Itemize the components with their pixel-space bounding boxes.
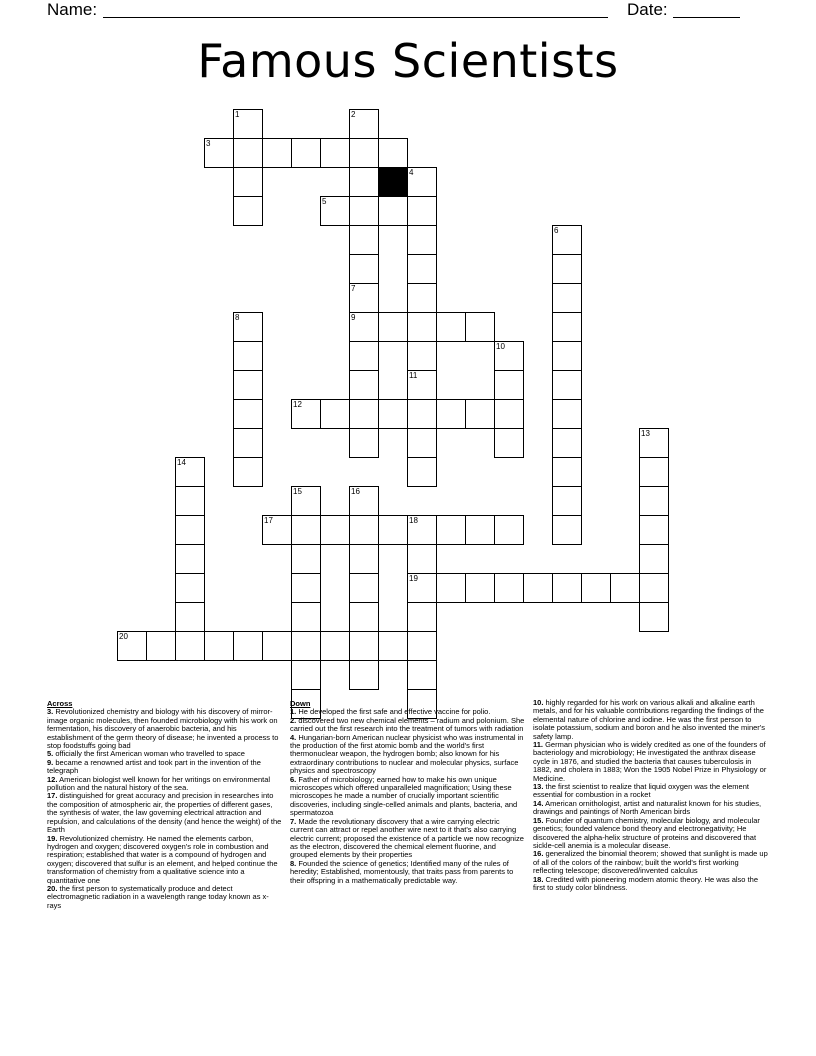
grid-cell[interactable]	[320, 138, 350, 168]
clue-down-4	[290, 818, 525, 860]
grid-cell[interactable]	[407, 660, 437, 690]
grid-cell[interactable]	[233, 167, 263, 197]
clue-number: 15.	[533, 815, 544, 825]
grid-cell[interactable]	[639, 486, 669, 516]
grid-cell[interactable]	[349, 631, 379, 661]
grid-cell[interactable]	[378, 399, 408, 429]
clue-number-label: 18	[409, 516, 418, 525]
clue-number: 11.	[533, 740, 544, 750]
grid-cell[interactable]	[610, 573, 640, 603]
grid-cell[interactable]	[552, 399, 582, 429]
down-heading: Down	[290, 699, 311, 708]
grid-cell[interactable]	[349, 399, 379, 429]
grid-cell[interactable]	[378, 138, 408, 168]
grid-cell[interactable]	[291, 602, 321, 632]
clue-down-9	[533, 800, 768, 817]
grid-cell[interactable]	[233, 631, 263, 661]
grid-cell[interactable]	[204, 138, 234, 168]
grid-cell[interactable]	[407, 225, 437, 255]
grid-cell[interactable]	[175, 544, 205, 574]
clue-number: 9.	[47, 757, 54, 767]
grid-cell[interactable]	[175, 631, 205, 661]
clue-number-label: 12	[293, 400, 302, 409]
grid-cell[interactable]	[378, 312, 408, 342]
grid-cell[interactable]	[320, 631, 350, 661]
clue-number-label: 5	[322, 197, 327, 206]
clue-number-label: 1	[235, 110, 240, 119]
grid-cell[interactable]	[349, 515, 379, 545]
clue-number: 12.	[47, 774, 58, 784]
clue-number: 2.	[290, 715, 297, 725]
grid-cell[interactable]	[639, 544, 669, 574]
clue-down-5	[290, 860, 525, 885]
grid-cell[interactable]	[407, 370, 437, 400]
grid-cell[interactable]	[233, 341, 263, 371]
grid-cell[interactable]	[407, 428, 437, 458]
grid-cell[interactable]	[639, 573, 669, 603]
clue-across-3	[47, 776, 282, 793]
grid-cell[interactable]	[407, 196, 437, 226]
clue-text: the first person to systematically produce and detect electromagnetic radiation in a wavelength range today known as x-rays	[47, 883, 269, 910]
clue-down-1	[290, 717, 525, 734]
grid-cell[interactable]	[552, 341, 582, 371]
grid-cell[interactable]	[233, 370, 263, 400]
clue-down-6	[533, 699, 768, 741]
clue-across-4	[47, 792, 282, 834]
grid-cell[interactable]	[407, 457, 437, 487]
grid-cell[interactable]	[639, 457, 669, 487]
clue-text: American biologist well known for her writings on environmental pollution and the natural history of the sea.	[47, 774, 271, 793]
grid-cell[interactable]	[291, 515, 321, 545]
clue-text: officially the first American woman who travelled to space	[53, 749, 245, 759]
clue-number-label: 15	[293, 487, 302, 496]
grid-cell[interactable]	[349, 486, 379, 516]
grid-cell[interactable]	[552, 283, 582, 313]
clue-down-10	[533, 817, 768, 851]
grid-cell[interactable]	[233, 196, 263, 226]
grid-cell[interactable]	[233, 138, 263, 168]
grid-cell[interactable]	[552, 254, 582, 284]
clue-text: Founder of quantum chemistry, molecular biology, and molecular genetics; founded valence bond theory and electronegativity; He discovered the alpha-helix structure of proteins and discovered that sickle-cell anemia is a molecular disease.	[533, 815, 760, 850]
clue-number-label: 2	[351, 110, 356, 119]
grid-cell[interactable]	[378, 515, 408, 545]
grid-cell[interactable]	[349, 544, 379, 574]
down-clues	[290, 700, 525, 885]
grid-cell[interactable]	[407, 573, 437, 603]
clue-number-label: 9	[351, 313, 356, 322]
clue-number: 19.	[47, 833, 58, 843]
grid-cell[interactable]	[465, 573, 495, 603]
clue-number-label: 7	[351, 284, 356, 293]
clue-number: 18.	[533, 874, 544, 884]
grid-cell[interactable]	[262, 138, 292, 168]
clue-text: Founded the science of genetics; Identified many of the rules of heredity; Established, momentously, that traits pass from parents to their offspring in a mathematically predictable way.	[290, 858, 514, 885]
clue-across-0	[47, 708, 282, 750]
grid-cell[interactable]	[552, 428, 582, 458]
grid-cell[interactable]	[581, 573, 611, 603]
grid-cell[interactable]	[349, 660, 379, 690]
grid-cell[interactable]	[436, 399, 466, 429]
grid-cell[interactable]	[436, 312, 466, 342]
grid-cell[interactable]	[349, 573, 379, 603]
grid-cell[interactable]	[175, 486, 205, 516]
clue-number-label: 10	[496, 342, 505, 351]
grid-cell[interactable]	[291, 486, 321, 516]
clue-text: became a renowned artist and took part in the invention of the telegraph	[47, 757, 261, 776]
clue-text: Made the revolutionary discovery that a wire carrying electric current can attract or repel another wire next to it that's also carrying electric current; proposed the existence of a particle we now recognize as the electron, discovered the chemical element fluorine, and grouped elements by their properties	[290, 816, 524, 860]
grid-cell[interactable]	[262, 515, 292, 545]
grid-cell[interactable]	[349, 283, 379, 313]
grid-cell[interactable]	[320, 515, 350, 545]
grid-cell[interactable]	[349, 370, 379, 400]
clue-number-label: 16	[351, 487, 360, 496]
clue-number: 14.	[533, 798, 544, 808]
clue-number-label: 20	[119, 632, 128, 641]
clue-number: 4.	[290, 732, 297, 742]
grid-cell[interactable]	[494, 341, 524, 371]
grid-cell[interactable]	[552, 486, 582, 516]
grid-cell[interactable]	[523, 573, 553, 603]
clue-down-8	[533, 783, 768, 800]
clue-number-label: 6	[554, 226, 559, 235]
grid-cell[interactable]	[291, 631, 321, 661]
name-label: Name:	[47, 0, 98, 19]
clue-down-2	[290, 734, 525, 776]
clue-number: 17.	[47, 791, 58, 801]
grid-cell[interactable]	[291, 544, 321, 574]
grid-cell[interactable]	[175, 515, 205, 545]
grid-cell[interactable]	[639, 428, 669, 458]
grid-cell[interactable]	[146, 631, 176, 661]
clue-number: 13.	[533, 782, 544, 792]
clue-number-label: 4	[409, 168, 414, 177]
clue-number-label: 14	[177, 458, 186, 467]
grid-cell[interactable]	[262, 631, 292, 661]
clue-number-label: 17	[264, 516, 273, 525]
clue-text: generalized the binomial theorem; showed that sunlight is made up of all of the colors of the rainbow; built the world's first working reflecting telescope; discovered/invented calculus	[533, 849, 768, 876]
grid-cell[interactable]	[291, 138, 321, 168]
grid-cell[interactable]	[175, 457, 205, 487]
grid-cell[interactable]	[349, 428, 379, 458]
grid-cell[interactable]	[349, 196, 379, 226]
clue-text: Credited with pioneering modern atomic theory. He was also the first to study color blindness.	[533, 874, 758, 892]
grid-cell[interactable]	[552, 370, 582, 400]
grid-cell[interactable]	[407, 341, 437, 371]
grid-cell[interactable]	[204, 631, 234, 661]
grid-cell[interactable]	[552, 573, 582, 603]
clue-down-12	[533, 876, 768, 893]
grid-cell[interactable]	[349, 312, 379, 342]
grid-cell[interactable]	[233, 457, 263, 487]
grid-cell[interactable]	[552, 457, 582, 487]
clue-number: 10.	[533, 698, 544, 707]
grid-cell[interactable]	[175, 602, 205, 632]
clue-text: highly regarded for his work on various alkali and alkaline earth metals, and for his valuable contributions regarding the findings of the elemental nature of chlorine and iodine. He was the first person to isolate potassium, sodium and boron and he also invented the miner's safety lamp.	[533, 698, 765, 741]
clue-down-7	[533, 741, 768, 783]
clue-text: the first scientist to realize that liquid oxygen was the element essential for combustion in a rocket	[533, 782, 749, 800]
grid-cell[interactable]	[407, 283, 437, 313]
grid-cell[interactable]	[407, 515, 437, 545]
clue-number-label: 19	[409, 574, 418, 583]
clue-number: 7.	[290, 816, 297, 826]
grid-cell[interactable]	[407, 167, 437, 197]
grid-cell[interactable]	[233, 428, 263, 458]
clue-across-5	[47, 835, 282, 885]
grid-cell[interactable]	[407, 544, 437, 574]
grid-cell[interactable]	[233, 399, 263, 429]
clue-number: 20.	[47, 883, 58, 893]
grid-cell[interactable]	[349, 138, 379, 168]
grid-cell[interactable]	[378, 196, 408, 226]
grid-cell[interactable]	[494, 399, 524, 429]
grid-cell[interactable]	[291, 660, 321, 690]
clue-number-label: 11	[409, 371, 418, 380]
grid-cell[interactable]	[407, 631, 437, 661]
clue-number: 8.	[290, 858, 297, 868]
grid-cell[interactable]	[494, 428, 524, 458]
grid-cell[interactable]	[349, 167, 379, 197]
grid-cell[interactable]	[233, 109, 263, 139]
clue-text: discovered two new chemical elements – radium and polonium. She carried out the first research into the treatment of tumors with radiation	[290, 715, 525, 734]
across-heading: Across	[47, 699, 73, 708]
grid-cell[interactable]	[407, 254, 437, 284]
clue-text: German physician who is widely credited as one of the founders of bacteriology and microbiology; He investigated the anthrax disease cycle in 1876, and studied the bacteria that causes tuberculosis in 1882, and cholera in 1883; Won the 1905 Nobel Prize in Physiology or Medicine.	[533, 740, 767, 783]
grid-cell[interactable]	[465, 399, 495, 429]
clue-across-6	[47, 885, 282, 910]
clue-number: 3.	[47, 707, 54, 717]
grid-cell[interactable]	[494, 573, 524, 603]
grid-cell[interactable]	[378, 631, 408, 661]
clue-text: Revolutionized chemistry and biology with his discovery of mirror-image organic molecules, then founded microbiology with his work on fermentation, his discovery of anaerobic bacteria, and his establishment of the germ theory of disease; he invented a process to stop foodstuffs going bad	[47, 707, 279, 751]
grid-cell[interactable]	[407, 312, 437, 342]
grid-cell[interactable]	[407, 602, 437, 632]
grid-cell[interactable]	[175, 573, 205, 603]
date-label: Date:	[627, 0, 668, 19]
clue-text: Revolutionized chemistry. He named the elements carbon, hydrogen and oxygen; discovered oxygen's role in combustion and respiration; established that water is a compound of hydrogen and oxygen; discovered that sulfur is an element, and helped continue the transformation of chemistry from a qualitative science into a quantitative one	[47, 833, 278, 885]
grid-cell[interactable]	[639, 515, 669, 545]
clue-down-3	[290, 776, 525, 818]
grid-cell[interactable]	[349, 254, 379, 284]
grid-cell[interactable]	[291, 399, 321, 429]
clue-number: 6.	[290, 774, 297, 784]
clue-down-11	[533, 850, 768, 875]
grid-cell[interactable]	[639, 602, 669, 632]
clue-number: 16.	[533, 849, 544, 859]
black-cell	[378, 167, 408, 197]
clue-text: Hungarian-born American nuclear physicist who was instrumental in the production of the first atomic bomb and the world's first thermonuclear weapon, the hydrogen bomb; also known for his extraordinary contributions to nuclear and molecular physics, surface physics and spectroscopy	[290, 732, 524, 776]
clue-number: 5.	[47, 749, 54, 759]
clue-number: 1.	[290, 707, 297, 717]
grid-cell[interactable]	[552, 515, 582, 545]
grid-cell[interactable]	[349, 341, 379, 371]
grid-cell[interactable]	[320, 196, 350, 226]
down-clues-continued	[533, 699, 768, 892]
grid-cell[interactable]	[320, 399, 350, 429]
clue-text: American ornithologist, artist and naturalist known for his studies, drawings and paintings of North American birds	[533, 798, 762, 817]
grid-cell[interactable]	[436, 515, 466, 545]
grid-cell[interactable]	[291, 573, 321, 603]
clue-text: Father of microbiology; earned how to make his own unique microscopes which offered unparalleled magnification; Using these microscopes he made a number of crucially important scientific discoveries, including single-celled animals and plants, bacteria, and spermatozoa	[290, 774, 518, 818]
grid-cell[interactable]	[407, 399, 437, 429]
clue-text: He developed the first safe and effective vaccine for polio.	[296, 707, 491, 717]
grid-cell[interactable]	[233, 312, 263, 342]
page-title: Famous Scientists	[197, 34, 619, 88]
grid-cell[interactable]	[349, 225, 379, 255]
clue-number-label: 8	[235, 313, 240, 322]
grid-cell[interactable]	[465, 312, 495, 342]
grid-cell[interactable]	[349, 109, 379, 139]
grid-cell[interactable]	[349, 602, 379, 632]
grid-cell[interactable]	[552, 225, 582, 255]
grid-cell[interactable]	[494, 370, 524, 400]
grid-cell[interactable]	[465, 515, 495, 545]
clue-number-label: 13	[641, 429, 650, 438]
grid-cell[interactable]	[436, 573, 466, 603]
grid-cell[interactable]	[117, 631, 147, 661]
clue-text: distinguished for great accuracy and precision in researches into the composition of atmospheric air, the properties of different gases, the synthesis of water, the law governing electrical attraction and repulsion, and calculations of the density (and hence the weight) of the Earth	[47, 791, 282, 835]
clue-across-2	[47, 759, 282, 776]
grid-cell[interactable]	[552, 312, 582, 342]
across-clues	[47, 700, 282, 910]
clue-number-label: 3	[206, 139, 211, 148]
grid-cell[interactable]	[494, 515, 524, 545]
